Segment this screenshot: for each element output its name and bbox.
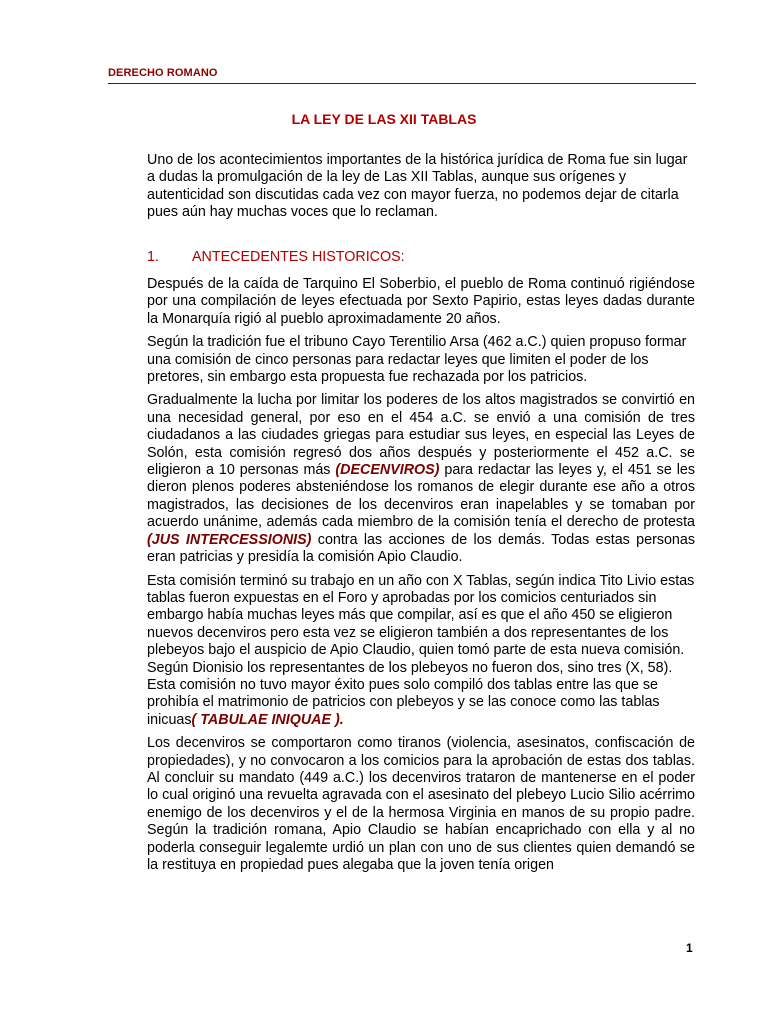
paragraph-3	[147, 392, 695, 566]
paragraph-4-text-a: Esta comisión terminó su trabajo en un año con X Tablas, según indica Tito Livio estas tablas fueron expuestas en el Foro y aprobadas por los comicios centuriados sin embargo había muchas leyes más que compilar, así es que el año 450 se eligieron nuevos decenviros pero esta vez se eligieron también a dos representantes de los plebeyos bajo el auspicio de Apio Claudio, quien tomó parte de esta nueva comisión. Según Dionisio los representantes de los plebeyos no fueron dos, sino tres (X, 58). Esta comisión no tuvo mayor éxito pues solo compiló dos tablas entre las que se prohibía el matrimonio de patricios con plebeyos y se las conoce como las tablas inicuas	[147, 572, 695, 728]
header-rule	[108, 83, 696, 84]
paragraph-2: Según la tradición fue el tribuno Cayo Terentilio Arsa (462 a.C.) quien propuso formar una comisión de cinco personas para redactar leyes que limiten el poder de los pretores, sin embargo esta propuesta fue rechazada por los patricios.	[147, 334, 687, 386]
main-body	[147, 276, 695, 880]
header-title: DERECHO ROMANO	[108, 67, 218, 79]
paragraph-4	[147, 573, 695, 730]
paragraph-1: Después de la caída de Tarquino El Soberbio, el pueblo de Roma continuó rigiéndose por una compilación de leyes efectuada por Sexto Papirio, estas leyes dadas durante la Monarquía rigió al pueblo aproximadamente 20 años.	[147, 276, 695, 327]
paragraph-3-text-a: Gradualmente la lucha por limitar los poderes de los altos magistrados se convirtió en una necesidad general, por eso en el 454 a.C. se envió a una comisión de tres ciudadanos a las ciudades griegas para estudiar sus leyes, en especial las Leyes de Solón, esta comisión regresó dos años después y posteriormente el 452 a.C. se eligieron a 10 personas más	[147, 392, 695, 479]
paragraph-5: Los decenviros se comportaron como tiranos (violencia, asesinatos, confiscación de propiedades), y no convocaron a los comicios para la aprobación de estas dos tablas. Al concluir su mandato (449 a.C.) los decenviros trataron de mantenerse en el poder lo cual originó una revuelta agravada con el asesinato del plebeyo Lucio Silio acérrimo enemigo de los decenviros y el de la hermosa Virginia en manos de su propio padre. Según la tradición romana, Apio Claudio se habían encaprichado con ella y al no poderla conseguir legalemte urdió un plan con uno de sus clientes quien demandó se la restituya en propiedad pues alegaba que la joven tenía origen	[147, 735, 695, 873]
document-title: LA LEY DE LAS XII TABLAS	[291, 111, 477, 127]
paragraph-3-text-b: para redactar las leyes y, el 451 se les dieron plenos poderes absteniéndose los romanos de elegir durante ese año a otros magistrados, las decisiones de los decenviros eran inapelables y se tomaban por acuerdo unánime, además cada miembro de la comisión tenía el derecho de protesta	[147, 462, 695, 531]
intro-paragraph: Uno de los acontecimientos importantes de la histórica jurídica de Roma fue sin lugar a dudas la promulgación de la ley de Las XII Tablas, aunque sus orígenes y autenticidad son discutidas cada vez con mayor fuerza, no podemos dejar de citarla pues aún hay muchas voces que lo reclaman.	[147, 152, 688, 221]
section-title: ANTECEDENTES HISTORICOS:	[192, 249, 405, 265]
paragraph-3-text-c: contra las acciones de los demás. Todas estas personas eran patricias y presidía la comisión Apio Claudio.	[147, 531, 695, 566]
intro-block	[147, 152, 695, 228]
page-number: 1	[686, 941, 693, 955]
jus-intercessionis-term: (JUS INTERCESSIONIS)	[147, 531, 312, 548]
decenviros-term: (DECENVIROS)	[335, 462, 440, 479]
tabulae-iniquae-term: ( TABULAE INIQUAE ).	[191, 711, 344, 728]
section-number: 1.	[147, 249, 159, 265]
page-header	[108, 67, 696, 84]
section-heading	[147, 249, 405, 265]
